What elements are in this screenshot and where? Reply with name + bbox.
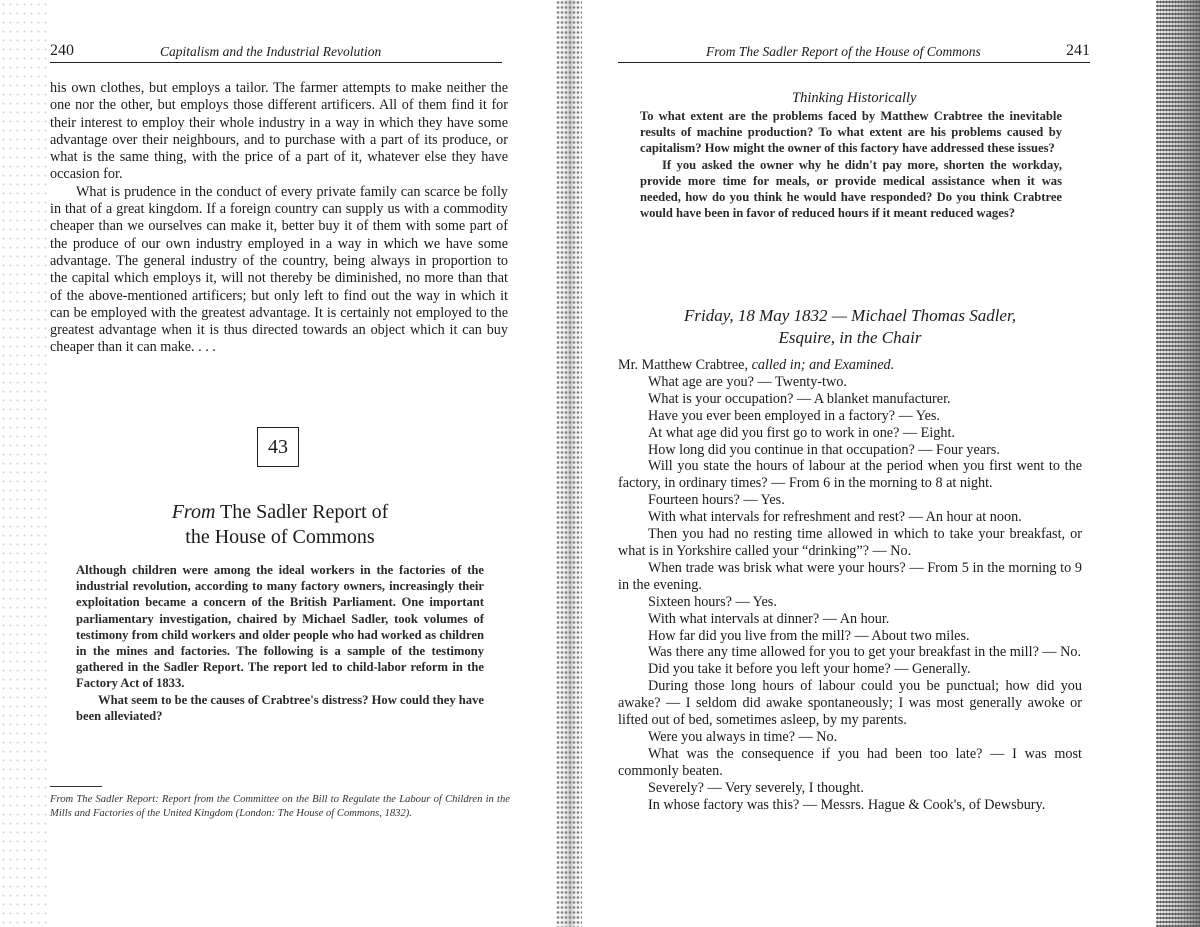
footnote-rule [50, 786, 102, 787]
thinking-paragraph: If you asked the owner why he didn't pay more, shorten the workday, provide more time for meals, or provide medical assistance when it was needed, how do you think he would have responded? Do you think Crabtree would have been in favor of reduced hours if it meant reduced wages? [640, 157, 1062, 221]
witness-note: called in; and Examined. [751, 357, 895, 373]
right-page [600, 0, 1160, 927]
session-heading-line1: Friday, 18 May 1832 — Michael Thomas Sadler, [684, 306, 1016, 325]
testimony-qa: Sixteen hours? — Yes. [648, 593, 777, 610]
witness-name: Mr. Matthew Crabtree, [618, 357, 749, 373]
testimony-qa: Did you take it before you left your home? — Generally. [648, 661, 971, 678]
testimony-qa: What is your occupation? — A blanket manufacturer. [648, 390, 951, 407]
session-heading-line2: Esquire, in the Chair [778, 328, 922, 347]
chapter-title-line2: the House of Commons [185, 526, 375, 548]
testimony-qa: At what age did you first go to work in one? — Eight. [648, 424, 955, 441]
testimony-qa: Have you ever been employed in a factory? — Yes. [648, 407, 940, 424]
testimony-qa: Was there any time allowed for you to get your breakfast in the mill? — No. [648, 644, 1082, 661]
left-running-header [50, 40, 502, 63]
body-paragraph: his own clothes, but employs a tailor. The farmer attempts to make neither the one nor the other, but employs those different artificers. All of them find it for their interest to employ their whole industry in a way in which they have some advantage over their neighbours, and to purchase with a part of its produce, or what is the same thing, with the price of a part of it, whatever else they have occasion for. [50, 80, 508, 183]
thinking-historically-box [640, 108, 1062, 221]
testimony-qa: Were you always in time? — No. [648, 728, 838, 745]
testimony-list [618, 374, 1082, 814]
chapter-number-box [257, 427, 299, 467]
body-paragraph: What is prudence in the conduct of every private family can scarce be folly in that of a great kingdom. If a foreign country can supply us with a commodity cheaper than we ourselves can make it, better buy it of them with some part of the produce of our own industry employed in a way in which we have some advantage. The general industry of the country, being always in proportion to the capital which employs it, will not thereby be diminished, no more than that of the above-mentioned artificers; but only left to find out the way in which it can be employed with the greatest advantage. It is certainly not employed to the greatest advantage when it is thus directed towards an object which it can buy cheaper than it can make. . . . [50, 183, 508, 356]
chapter-title-line1: The Sadler Report of [220, 501, 389, 523]
left-page-number: 240 [50, 42, 74, 59]
source-footnote: From The Sadler Report: Report from the Committee on the Bill to Regulate the Labour of Children in the Mills and Factories of the United Kingdom (London: The House of Commons, 1832). [50, 794, 510, 819]
testimony-qa: How far did you live from the mill? — About two miles. [648, 627, 970, 644]
right-page-number: 241 [1066, 42, 1090, 59]
testimony-qa: Severely? — Very severely, I thought. [648, 779, 864, 796]
left-body-text [50, 80, 508, 357]
intro-question: What seem to be the causes of Crabtree's distress? How could they have been alleviated? [76, 692, 484, 723]
testimony-qa: What was the consequence if you had been too late? — I was most commonly beaten. [618, 745, 1082, 779]
left-running-title: Capitalism and the Industrial Revolution [160, 44, 382, 59]
testimony-qa: How long did you continue in that occupation? — Four years. [648, 441, 1000, 458]
testimony-qa: With what intervals for refreshment and rest? — An hour at noon. [648, 509, 1022, 526]
testimony-qa: When trade was brisk what were your hours? — From 5 in the morning to 9 in the evening. [618, 559, 1082, 593]
testimony-qa: In whose factory was this? — Messrs. Hague & Cook's, of Dewsbury. [648, 796, 1046, 813]
thinking-paragraph: To what extent are the problems faced by Matthew Crabtree the inevitable results of machine production? To what extent are his problems caused by capitalism? How might the owner of this factory have addressed these issues? [640, 109, 1062, 156]
chapter-number: 43 [268, 435, 288, 458]
right-running-title: From The Sadler Report of the House of Commons [706, 44, 981, 59]
chapter-title-from: From [171, 501, 216, 523]
chapter-title [110, 500, 450, 550]
scan-edge-right [1156, 0, 1200, 927]
testimony-qa: Will you state the hours of labour at the period when you first went to the factory, in ordinary times? — From 6 in the morning to 8 at night. [618, 458, 1082, 492]
right-running-header [618, 40, 1090, 63]
testimony-qa: Fourteen hours? — Yes. [648, 492, 785, 509]
chapter-introduction [76, 562, 484, 724]
testimony-qa: What age are you? — Twenty-two. [648, 373, 847, 390]
testimony-qa: Then you had no resting time allowed in which to take your breakfast, or what is in Yorkshire called your “drinking”? — No. [618, 526, 1082, 559]
testimony-qa: During those long hours of labour could you be punctual; how did you awake? — I seldom did awake spontaneously; I was most generally awoke or lifted out of bed, sometimes asleep, by my parents. [618, 678, 1082, 729]
session-heading [640, 305, 1060, 349]
testimony-qa: With what intervals at dinner? — An hour. [648, 610, 890, 627]
left-page [0, 0, 560, 927]
witness-line [618, 357, 1082, 374]
testimony-text [618, 357, 1082, 813]
thinking-historically-heading: Thinking Historically [792, 90, 917, 106]
intro-paragraph: Although children were among the ideal workers in the factories of the industrial revolution, according to many factory owners, increasingly their exploitation became a concern of the British Parliament. One important parliamentary investigation, chaired by Michael Sadler, took volumes of testimony from child workers and older people who had worked as children in the mines and factories. The following is a sample of the testimony gathered in the Sadler Report. The report led to child-labor reform in the Factory Act of 1833. [76, 563, 484, 691]
